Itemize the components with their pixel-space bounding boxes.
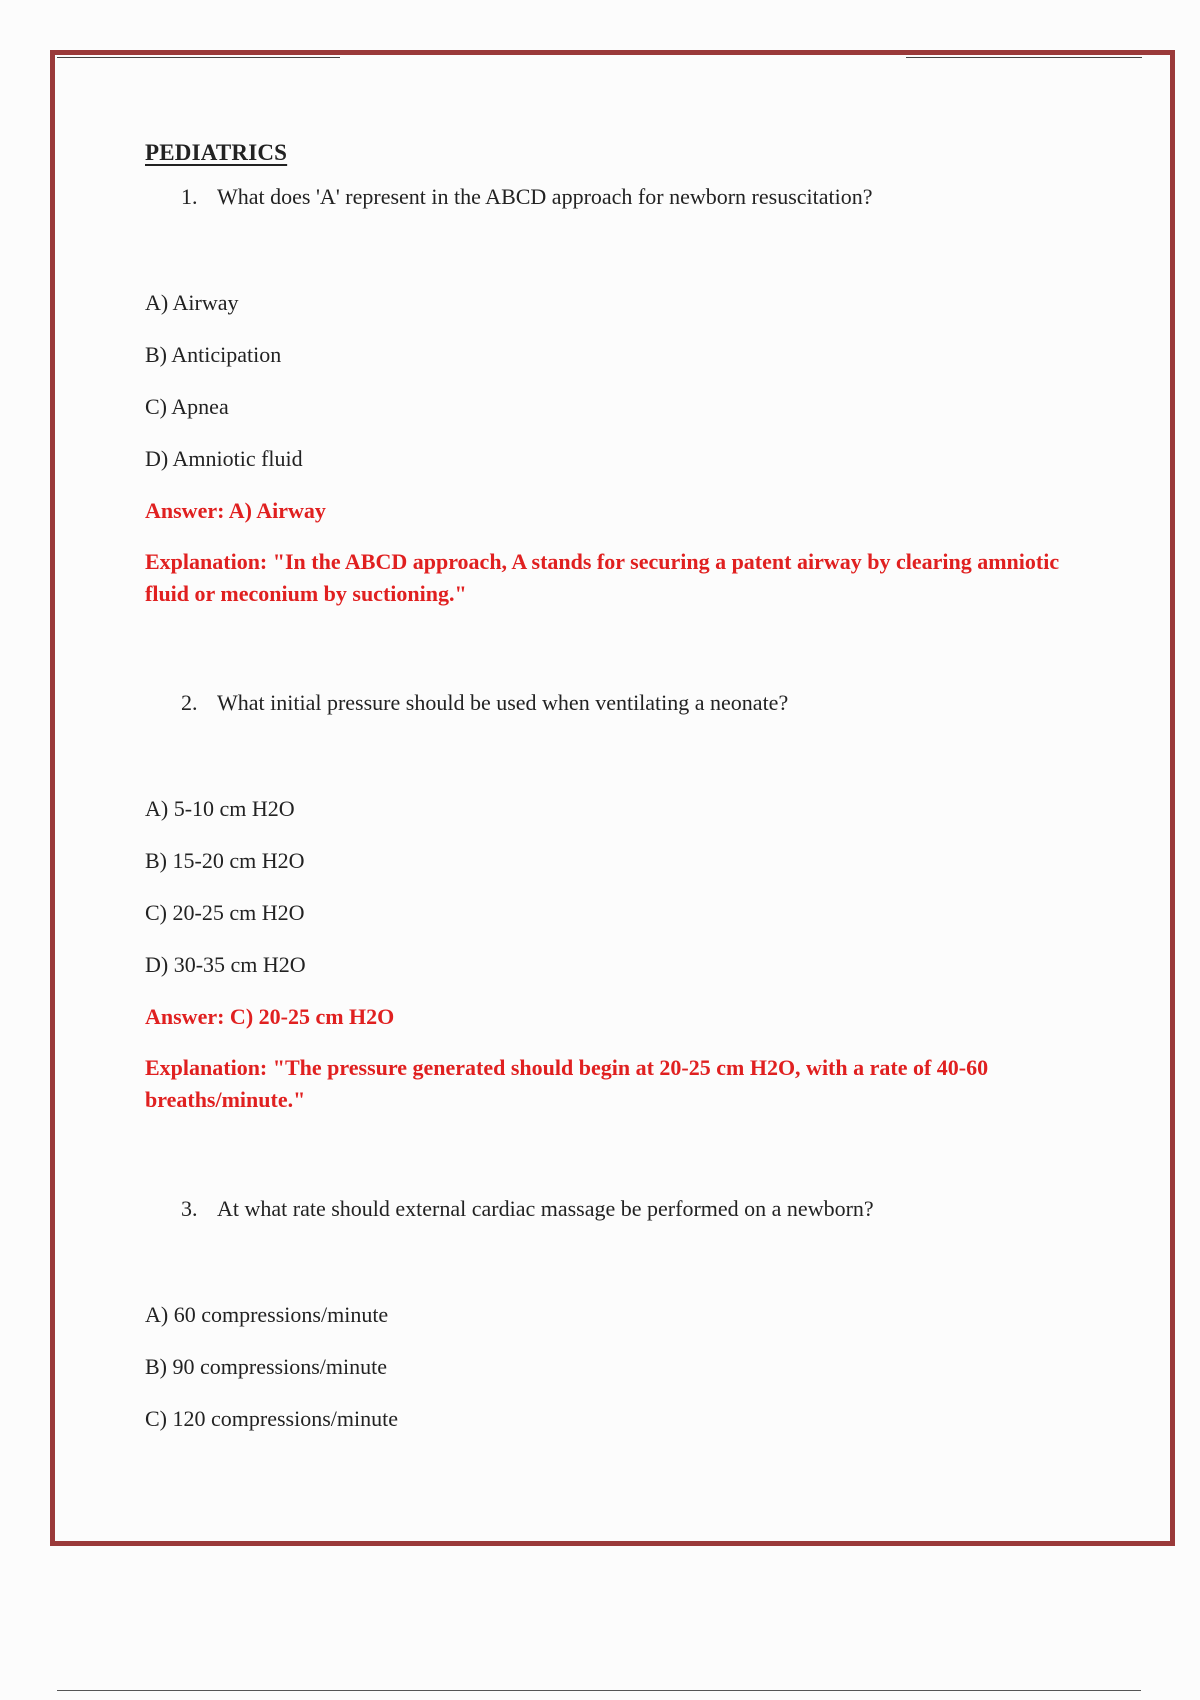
option-c: C) 20-25 cm H2O <box>145 900 305 925</box>
section-title: PEDIATRICS <box>145 140 288 165</box>
option-d: D) 30-35 cm H2O <box>145 952 306 977</box>
option-a: A) 5-10 cm H2O <box>145 796 295 821</box>
option-b: B) 15-20 cm H2O <box>145 848 305 873</box>
option-a: A) Airway <box>145 290 239 315</box>
question-number: 2. <box>181 690 198 715</box>
option-d: D) Amniotic fluid <box>145 446 303 471</box>
option-b: B) Anticipation <box>145 342 282 367</box>
footer-rule <box>57 1690 1141 1691</box>
header-rule-left <box>57 57 340 58</box>
question-1 <box>181 184 1085 210</box>
question-2 <box>181 690 1085 716</box>
document-content <box>145 140 1085 1458</box>
explanation: Explanation: "In the ABCD approach, A stands for securing a patent airway by clearing amniotic fluid or meconium by suctioning." <box>145 549 1060 606</box>
question-text: What does 'A' represent in the ABCD approach for newborn resuscitation? <box>217 184 873 209</box>
question-text: At what rate should external cardiac massage be performed on a newborn? <box>217 1196 874 1221</box>
option-b: B) 90 compressions/minute <box>145 1354 387 1379</box>
option-a: A) 60 compressions/minute <box>145 1302 389 1327</box>
question-3 <box>181 1196 1085 1222</box>
option-c: C) Apnea <box>145 394 229 419</box>
question-number: 1. <box>181 184 198 209</box>
explanation: Explanation: "The pressure generated should begin at 20-25 cm H2O, with a rate of 40-60 breaths/minute." <box>145 1055 989 1112</box>
question-text: What initial pressure should be used when ventilating a neonate? <box>217 690 789 715</box>
header-rule-right <box>906 57 1142 58</box>
question-number: 3. <box>181 1196 198 1221</box>
option-c: C) 120 compressions/minute <box>145 1406 398 1431</box>
answer: Answer: C) 20-25 cm H2O <box>145 1004 395 1029</box>
answer: Answer: A) Airway <box>145 498 326 523</box>
